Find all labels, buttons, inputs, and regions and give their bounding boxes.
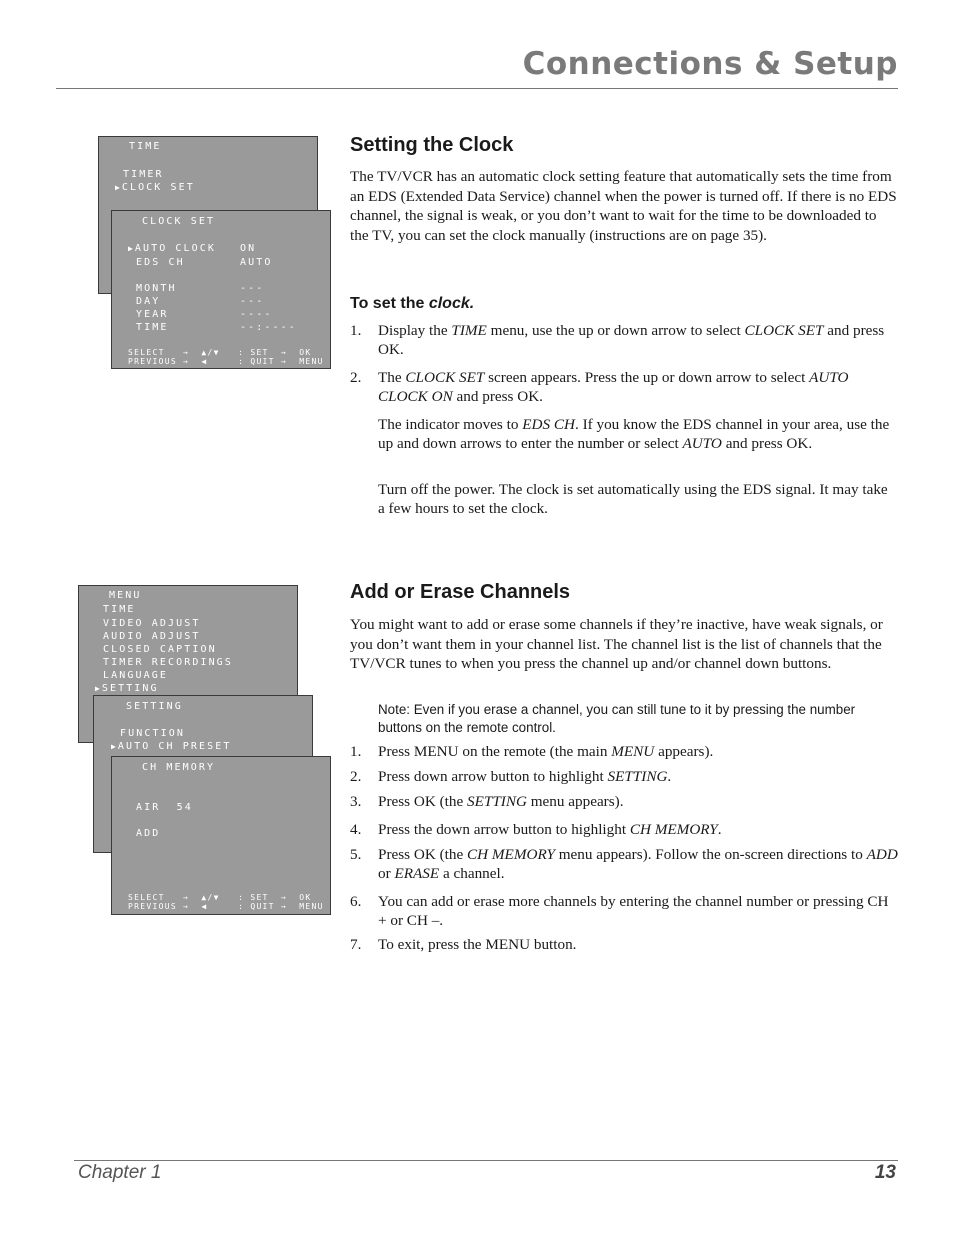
osd-main-menu-title: MENU bbox=[109, 590, 142, 601]
osd-row-year: YEAR bbox=[136, 309, 169, 320]
osd-pointer-icon: ▶ bbox=[128, 244, 133, 253]
osd-menu-item-video-adjust: VIDEO ADJUST bbox=[103, 618, 201, 629]
osd-footer-line2: PREVIOUS → ◀ : QUIT → MENU bbox=[128, 357, 324, 366]
osd-value-eds-ch: AUTO bbox=[240, 257, 273, 268]
osd-pointer-icon: ▶ bbox=[115, 183, 120, 192]
clock-para-eds: The indicator moves to EDS CH. If you know the EDS channel in your area, use the up and down arrows to enter the number or select AUTO and press OK. bbox=[378, 416, 890, 452]
osd-row-auto-clock: ▶ AUTO CLOCK bbox=[128, 243, 217, 254]
page-number: 13 bbox=[874, 1162, 896, 1183]
osd-value-time: --:---- bbox=[240, 322, 297, 333]
osd-time-item-timer: TIMER bbox=[123, 169, 164, 180]
section-title-clock: Setting the Clock bbox=[350, 134, 514, 156]
page-header-title: Connections & Setup bbox=[522, 46, 898, 82]
osd-time-item-clock-set: ▶ CLOCK SET bbox=[115, 182, 195, 193]
osd-menu-item-time: TIME bbox=[103, 604, 136, 615]
header-rule bbox=[56, 88, 898, 89]
osd-row-time: TIME bbox=[136, 322, 169, 333]
footer-rule bbox=[74, 1160, 898, 1161]
osd-value-auto-clock: ON bbox=[240, 243, 257, 254]
osd-ch-memory-air: AIR 54 bbox=[136, 802, 193, 813]
section-title-channels: Add or Erase Channels bbox=[350, 581, 571, 603]
osd-row-eds-ch: EDS CH bbox=[136, 257, 185, 268]
osd-menu-item-audio-adjust: AUDIO ADJUST bbox=[103, 631, 201, 642]
osd-clock-set-screen bbox=[111, 210, 331, 369]
clock-subtitle: To set the clock. bbox=[350, 295, 475, 312]
osd-pointer-icon: ▶ bbox=[111, 742, 116, 751]
footer-chapter: Chapter 1 bbox=[78, 1162, 162, 1183]
osd-menu-item-setting: ▶ SETTING bbox=[95, 683, 159, 694]
osd-footer-line2: PREVIOUS → ◀ : QUIT → MENU bbox=[128, 902, 324, 911]
osd-footer-line1: SELECT → ▲/▼ : SET → OK bbox=[128, 893, 312, 902]
osd-footer-line1: SELECT → ▲/▼ : SET → OK bbox=[128, 348, 312, 357]
osd-ch-memory-screen bbox=[111, 756, 331, 915]
osd-menu-item-closed-caption: CLOSED CAPTION bbox=[103, 644, 217, 655]
osd-ch-memory-title: CH MEMORY bbox=[142, 762, 216, 773]
osd-setting-item-function: FUNCTION bbox=[120, 728, 185, 739]
osd-value-day: --- bbox=[240, 296, 265, 307]
clock-intro: The TV/VCR has an automatic clock setting feature that automatically sets the time from an EDS (Extended Data Service) channel when the power is turned off. If there is no EDS channel, the signal is weak, or you don’t want to wait for the time to be downloaded to the TV, you can set the clock manually (instructions are on page 35). bbox=[350, 168, 897, 244]
osd-time-title: TIME bbox=[129, 141, 162, 152]
channels-note: Note: Even if you erase a channel, you can still tune to it by pressing the number buttons on the remote control. bbox=[378, 702, 856, 735]
osd-pointer-icon: ▶ bbox=[95, 684, 100, 693]
osd-menu-item-language: LANGUAGE bbox=[103, 670, 168, 681]
osd-value-month: --- bbox=[240, 283, 265, 294]
channels-intro: You might want to add or erase some channels if they’re inactive, have weak signals, or you don’t want them in your channel list. The channel list is the list of channels that the TV/VCR tunes to when you press the channel up and/or channel down buttons. bbox=[350, 616, 883, 673]
clock-para-power: Turn off the power. The clock is set automatically using the EDS signal. It may take a few hours to set the clock. bbox=[378, 481, 888, 517]
osd-setting-title: SETTING bbox=[126, 701, 183, 712]
osd-ch-memory-add: ADD bbox=[136, 828, 161, 839]
osd-value-year: ---- bbox=[240, 309, 273, 320]
osd-row-month: MONTH bbox=[136, 283, 177, 294]
osd-clock-set-title: CLOCK SET bbox=[142, 216, 216, 227]
osd-setting-item-auto-ch-preset: ▶ AUTO CH PRESET bbox=[111, 741, 232, 752]
osd-row-day: DAY bbox=[136, 296, 161, 307]
osd-menu-item-timer-recordings: TIMER RECORDINGS bbox=[103, 657, 233, 668]
